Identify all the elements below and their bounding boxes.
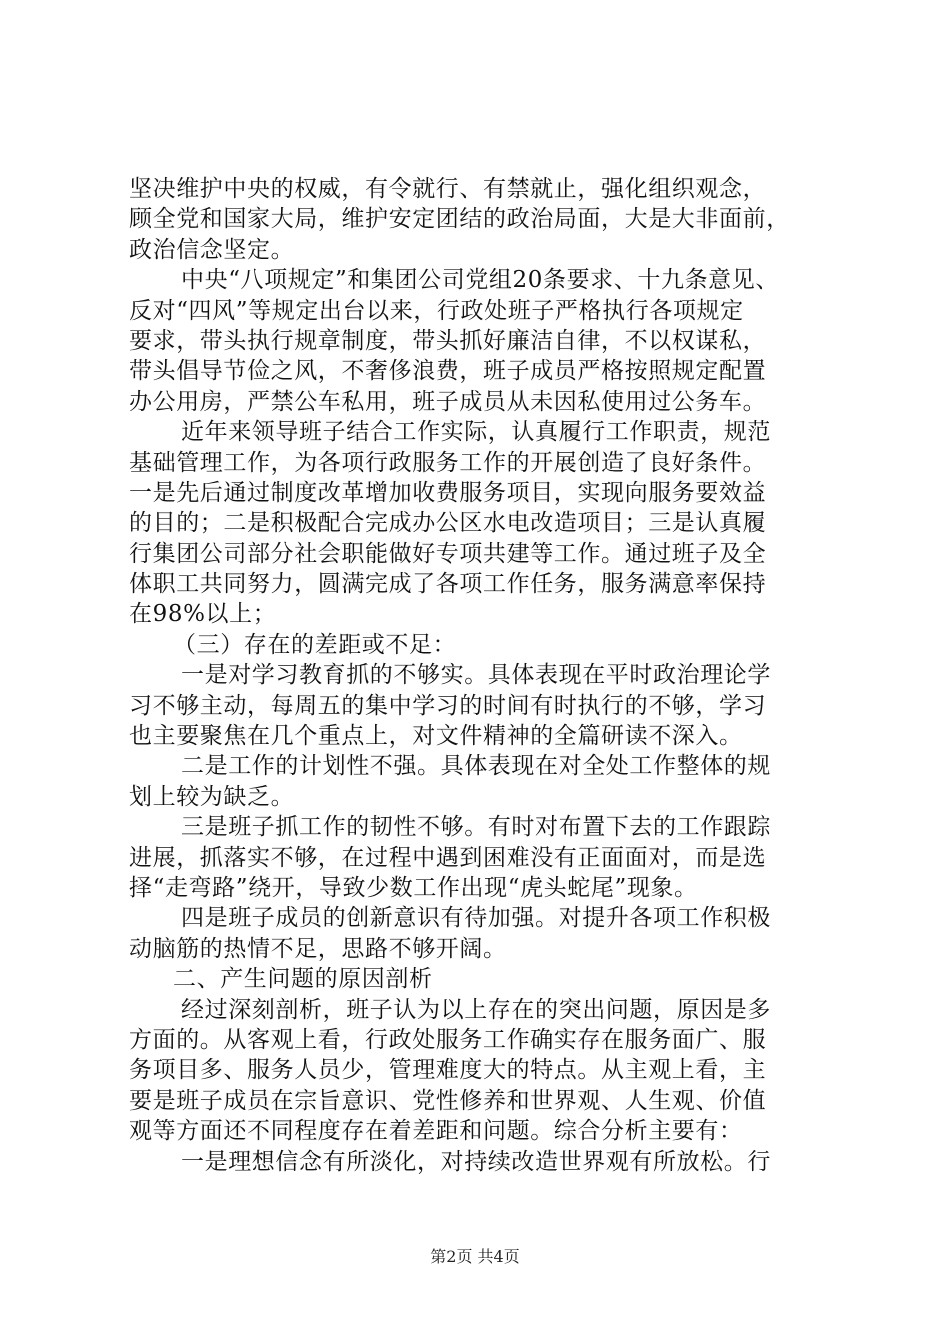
paragraph-first-line: 经过深刻剖析，班子认为以上存在的突出问题，原因是多	[181, 996, 771, 1023]
text-line: 的目的；二是积极配合完成办公区水电改造项目；三是认真履	[129, 510, 767, 537]
text-line: 进展，抓落实不够，在过程中遇到困难没有正面面对，而是选	[129, 844, 767, 871]
text-line: 在98%以上；	[129, 601, 277, 628]
paragraph-first-line: 二是工作的计划性不强。具体表现在对全处工作整体的规	[181, 753, 771, 780]
paragraph-first-line: 一是对学习教育抓的不够实。具体表现在平时政治理论学	[181, 662, 771, 689]
text-line: 也主要聚焦在几个重点上，对文件精神的全篇研读不深入。	[129, 723, 743, 750]
text-line: 要求，带头执行规章制度，带头抓好廉洁自律，不以权谋私，	[129, 327, 767, 354]
text-line: 政治信念坚定。	[129, 236, 295, 263]
text-line: 坚决维护中央的权威，有令就行、有禁就止，强化组织观念，	[129, 176, 767, 202]
text-line: 观等方面还不同程度存在着差距和问题。综合分析主要有：	[129, 1118, 743, 1145]
text-line: 择“走弯路”绕开，导致少数工作出现“虎头蛇尾”现象。	[129, 874, 698, 901]
text-line: 动脑筋的热情不足，思路不够开阔。	[129, 935, 507, 962]
text-line: 顾全党和国家大局，维护安定团结的政治局面，大是大非面前，	[129, 206, 790, 233]
text-line: 办公用房，严禁公车私用，班子成员从未因私使用过公务车。	[129, 388, 767, 415]
text-line: 基础管理工作，为各项行政服务工作的开展创造了良好条件。	[129, 449, 767, 476]
document-body	[129, 174, 829, 1177]
text-line: 方面的。从客观上看，行政处服务工作确实存在服务面广、服	[129, 1026, 767, 1053]
text-line: 划上较为缺乏。	[129, 783, 295, 810]
text-line: 反对“四风”等规定出台以来，行政处班子严格执行各项规定	[129, 297, 744, 324]
paragraph-first-line: 近年来领导班子结合工作实际，认真履行工作职责，规范	[181, 419, 771, 446]
page-footer	[0, 1244, 950, 1267]
text-line: 务项目多、服务人员少，管理难度大的特点。从主观上看，主	[129, 1057, 767, 1084]
paragraph-first-line: 四是班子成员的创新意识有待加强。对提升各项工作积极	[181, 905, 771, 932]
text-line: 习不够主动，每周五的集中学习的时间有时执行的不够，学习	[129, 692, 767, 719]
paragraph-first-line: 一是理想信念有所淡化，对持续改造世界观有所放松。行	[181, 1148, 771, 1175]
section-heading: （三）存在的差距或不足：	[173, 631, 457, 658]
paragraph-first-line: 中央“八项规定”和集团公司党组20条要求、十九条意见、	[181, 267, 779, 294]
text-line: 带头倡导节俭之风，不奢侈浪费，班子成员严格按照规定配置	[129, 358, 767, 385]
text-line: 行集团公司部分社会职能做好专项共建等工作。通过班子及全	[129, 540, 767, 567]
text-line: 体职工共同努力，圆满完成了各项工作任务，服务满意率保持	[129, 571, 767, 598]
page-number: 第2页 共4页	[430, 1247, 520, 1266]
text-line: 要是班子成员在宗旨意识、党性修养和世界观、人生观、价值	[129, 1087, 767, 1114]
paragraph-first-line: 三是班子抓工作的韧性不够。有时对布置下去的工作跟踪	[181, 814, 771, 841]
text-line: 一是先后通过制度改革增加收费服务项目，实现向服务要效益	[129, 479, 767, 506]
section-heading: 二、产生问题的原因剖析	[173, 966, 433, 993]
